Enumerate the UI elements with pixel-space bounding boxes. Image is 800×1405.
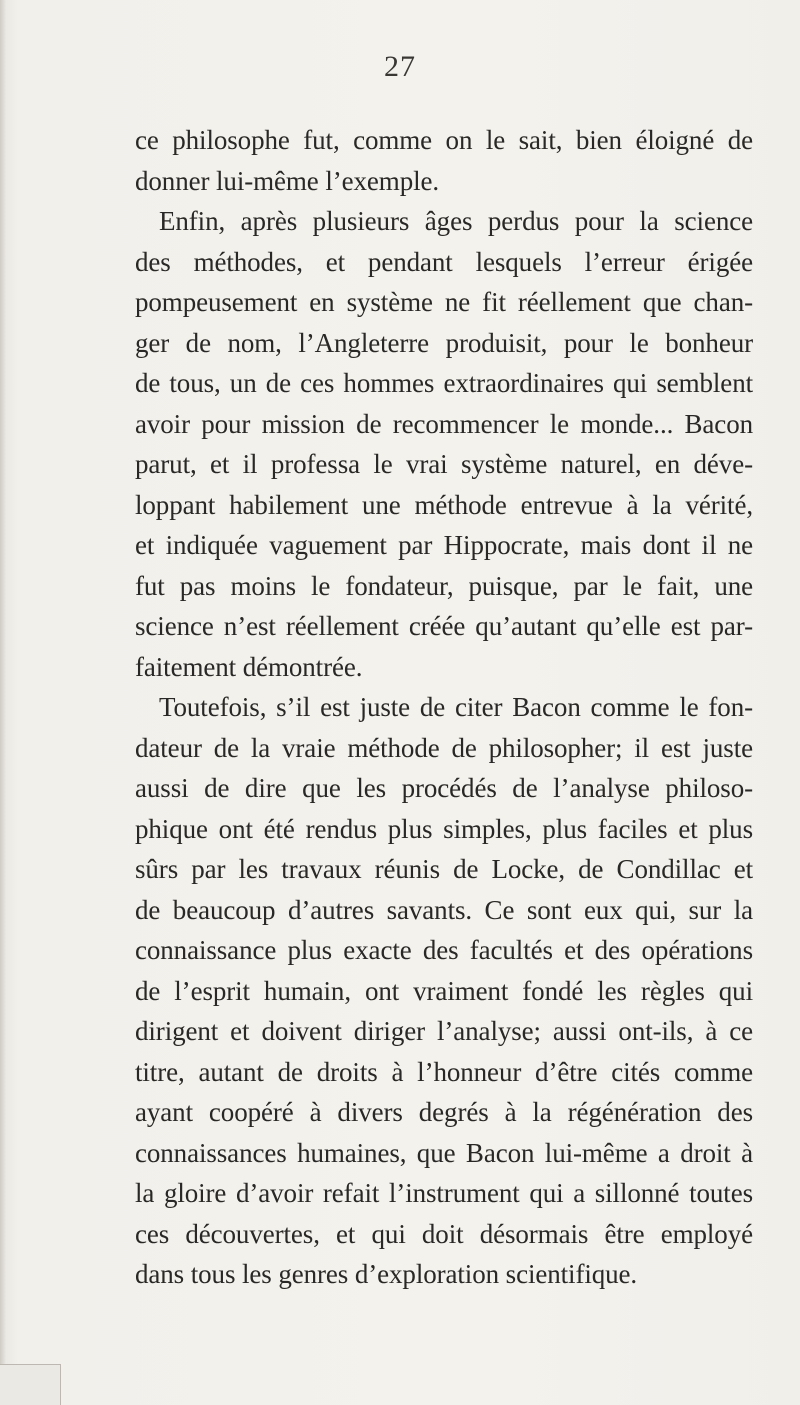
text-line: avoir pour mission de recommencer le monde... Bacon [135,408,753,439]
text-line: science n’est réellement créée qu’autant qu’elle est par- [135,611,753,641]
text-line: loppant habilement une méthode entrevue à la vérité, [135,489,753,520]
text-line: phique ont été rendus plus simples, plus faciles et plus [135,813,753,844]
page-corner [0,1364,61,1405]
text-line: dirigent et doivent diriger l’analyse; aussi ont-ils, à ce [135,1016,753,1046]
text-line: de l’esprit humain, ont vraiment fondé les règles qui [135,975,753,1006]
text-line: pompeusement en système ne fit réellement que chan- [135,287,753,317]
text-line: fut pas moins le fondateur, puisque, par le fait, une [135,570,753,601]
text-line: et indiquée vaguement par Hippocrate, mais dont il ne [135,530,753,560]
text-line: connaissance plus exacte des facultés et des opérations [135,935,753,965]
text-line: titre, autant de droits à l’honneur d’être cités comme [135,1056,753,1087]
text-line: Toutefois, s’il est juste de citer Bacon comme le fon- [159,692,753,722]
text-line: ce philosophe fut, comme on le sait, bien éloigné de [135,125,753,155]
text-line: des méthodes, et pendant lesquels l’erreur érigée [135,246,753,277]
text-line: parut, et il professa le vrai système naturel, en déve- [135,449,753,479]
text-line: dans tous les genres d’exploration scientifique. [135,1259,638,1289]
text-line: connaissances humaines, que Bacon lui-même a droit à [135,1137,753,1168]
page-binding-edge [0,0,6,1405]
body-text [135,120,753,1295]
text-line: ces découvertes, et qui doit désormais être employé [135,1218,753,1249]
text-line: donner lui-même l’exemple. [135,165,440,196]
text-line: faitement démontrée. [135,651,363,682]
text-line: de tous, un de ces hommes extraordinaires qui semblent [135,368,753,398]
text-line: dateur de la vraie méthode de philosopher; il est juste [135,732,753,763]
text-line: sûrs par les travaux réunis de Locke, de Condillac et [135,854,753,884]
text-line: Enfin, après plusieurs âges perdus pour la science [159,206,753,236]
text-line: la gloire d’avoir refait l’instrument qui a sillonné toutes [135,1178,753,1208]
page-number: 27 [384,50,416,83]
text-line: ger de nom, l’Angleterre produisit, pour le bonheur [135,327,753,358]
text-line: ayant coopéré à divers degrés à la régénération des [135,1097,753,1127]
text-line: de beaucoup d’autres savants. Ce sont eux qui, sur la [135,894,753,925]
text-line: aussi de dire que les procédés de l’analyse philoso- [135,773,753,803]
